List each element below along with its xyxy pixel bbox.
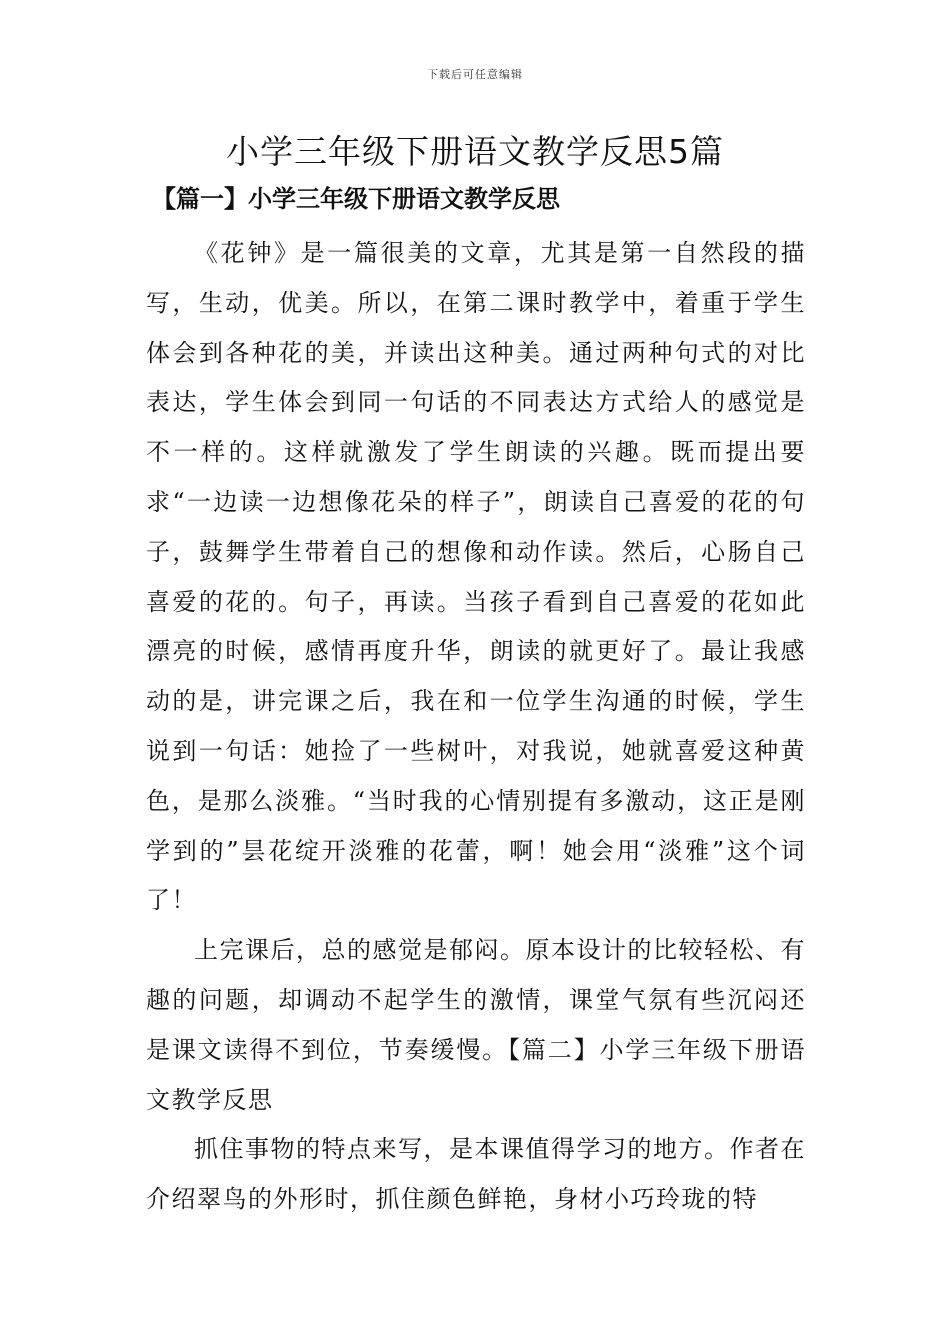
paragraph: 抓住事物的特点来写，是本课值得学习的地方。作者在介绍翠鸟的外形时，抓住颜色鲜艳，身材小巧玲珑的特 bbox=[146, 1135, 806, 1214]
document-title: 小学三年级下册语文教学反思5篇 bbox=[226, 132, 724, 171]
section-heading: 【篇一】小学三年级下册语文教学反思 bbox=[152, 184, 560, 213]
paragraph: 上完课后，总的感觉是郁闷。原本设计的比较轻松、有趣的问题，却调动不起学生的激情，课堂气氛有些沉闷还是课文读得不到位，节奏缓慢。【篇二】小学三年级下册语文教学反思 bbox=[146, 936, 806, 1114]
document-body bbox=[146, 229, 806, 1225]
header-note: 下载后可任意编辑 bbox=[427, 68, 523, 81]
paragraph: 《花钟》是一篇很美的文章，尤其是第一自然段的描写，生动，优美。所以，在第二课时教学中，着重于学生体会到各种花的美，并读出这种美。通过两种句式的对比表达，学生体会到同一句话的不同表达方式给人的感觉是不一样的。这样就激发了学生朗读的兴趣。既而提出要求“一边读一边想像花朵的样子”，朗读自己喜爱的花的句子，鼓舞学生带着自己的想像和动作读。然后，心肠自己喜爱的花的。句子，再读。当孩子看到自己喜爱的花如此漂亮的时候，感情再度升华，朗读的就更好了。最让我感动的是，讲完课之后，我在和一位学生沟通的时候，学生说到一句话：她捡了一些树叶，对我说，她就喜爱这种黄色，是那么淡雅。“当时我的心情别提有多激动，这正是刚学到的”昙花绽开淡雅的花蕾，啊！她会用“淡雅”这个词了！ bbox=[146, 239, 806, 915]
